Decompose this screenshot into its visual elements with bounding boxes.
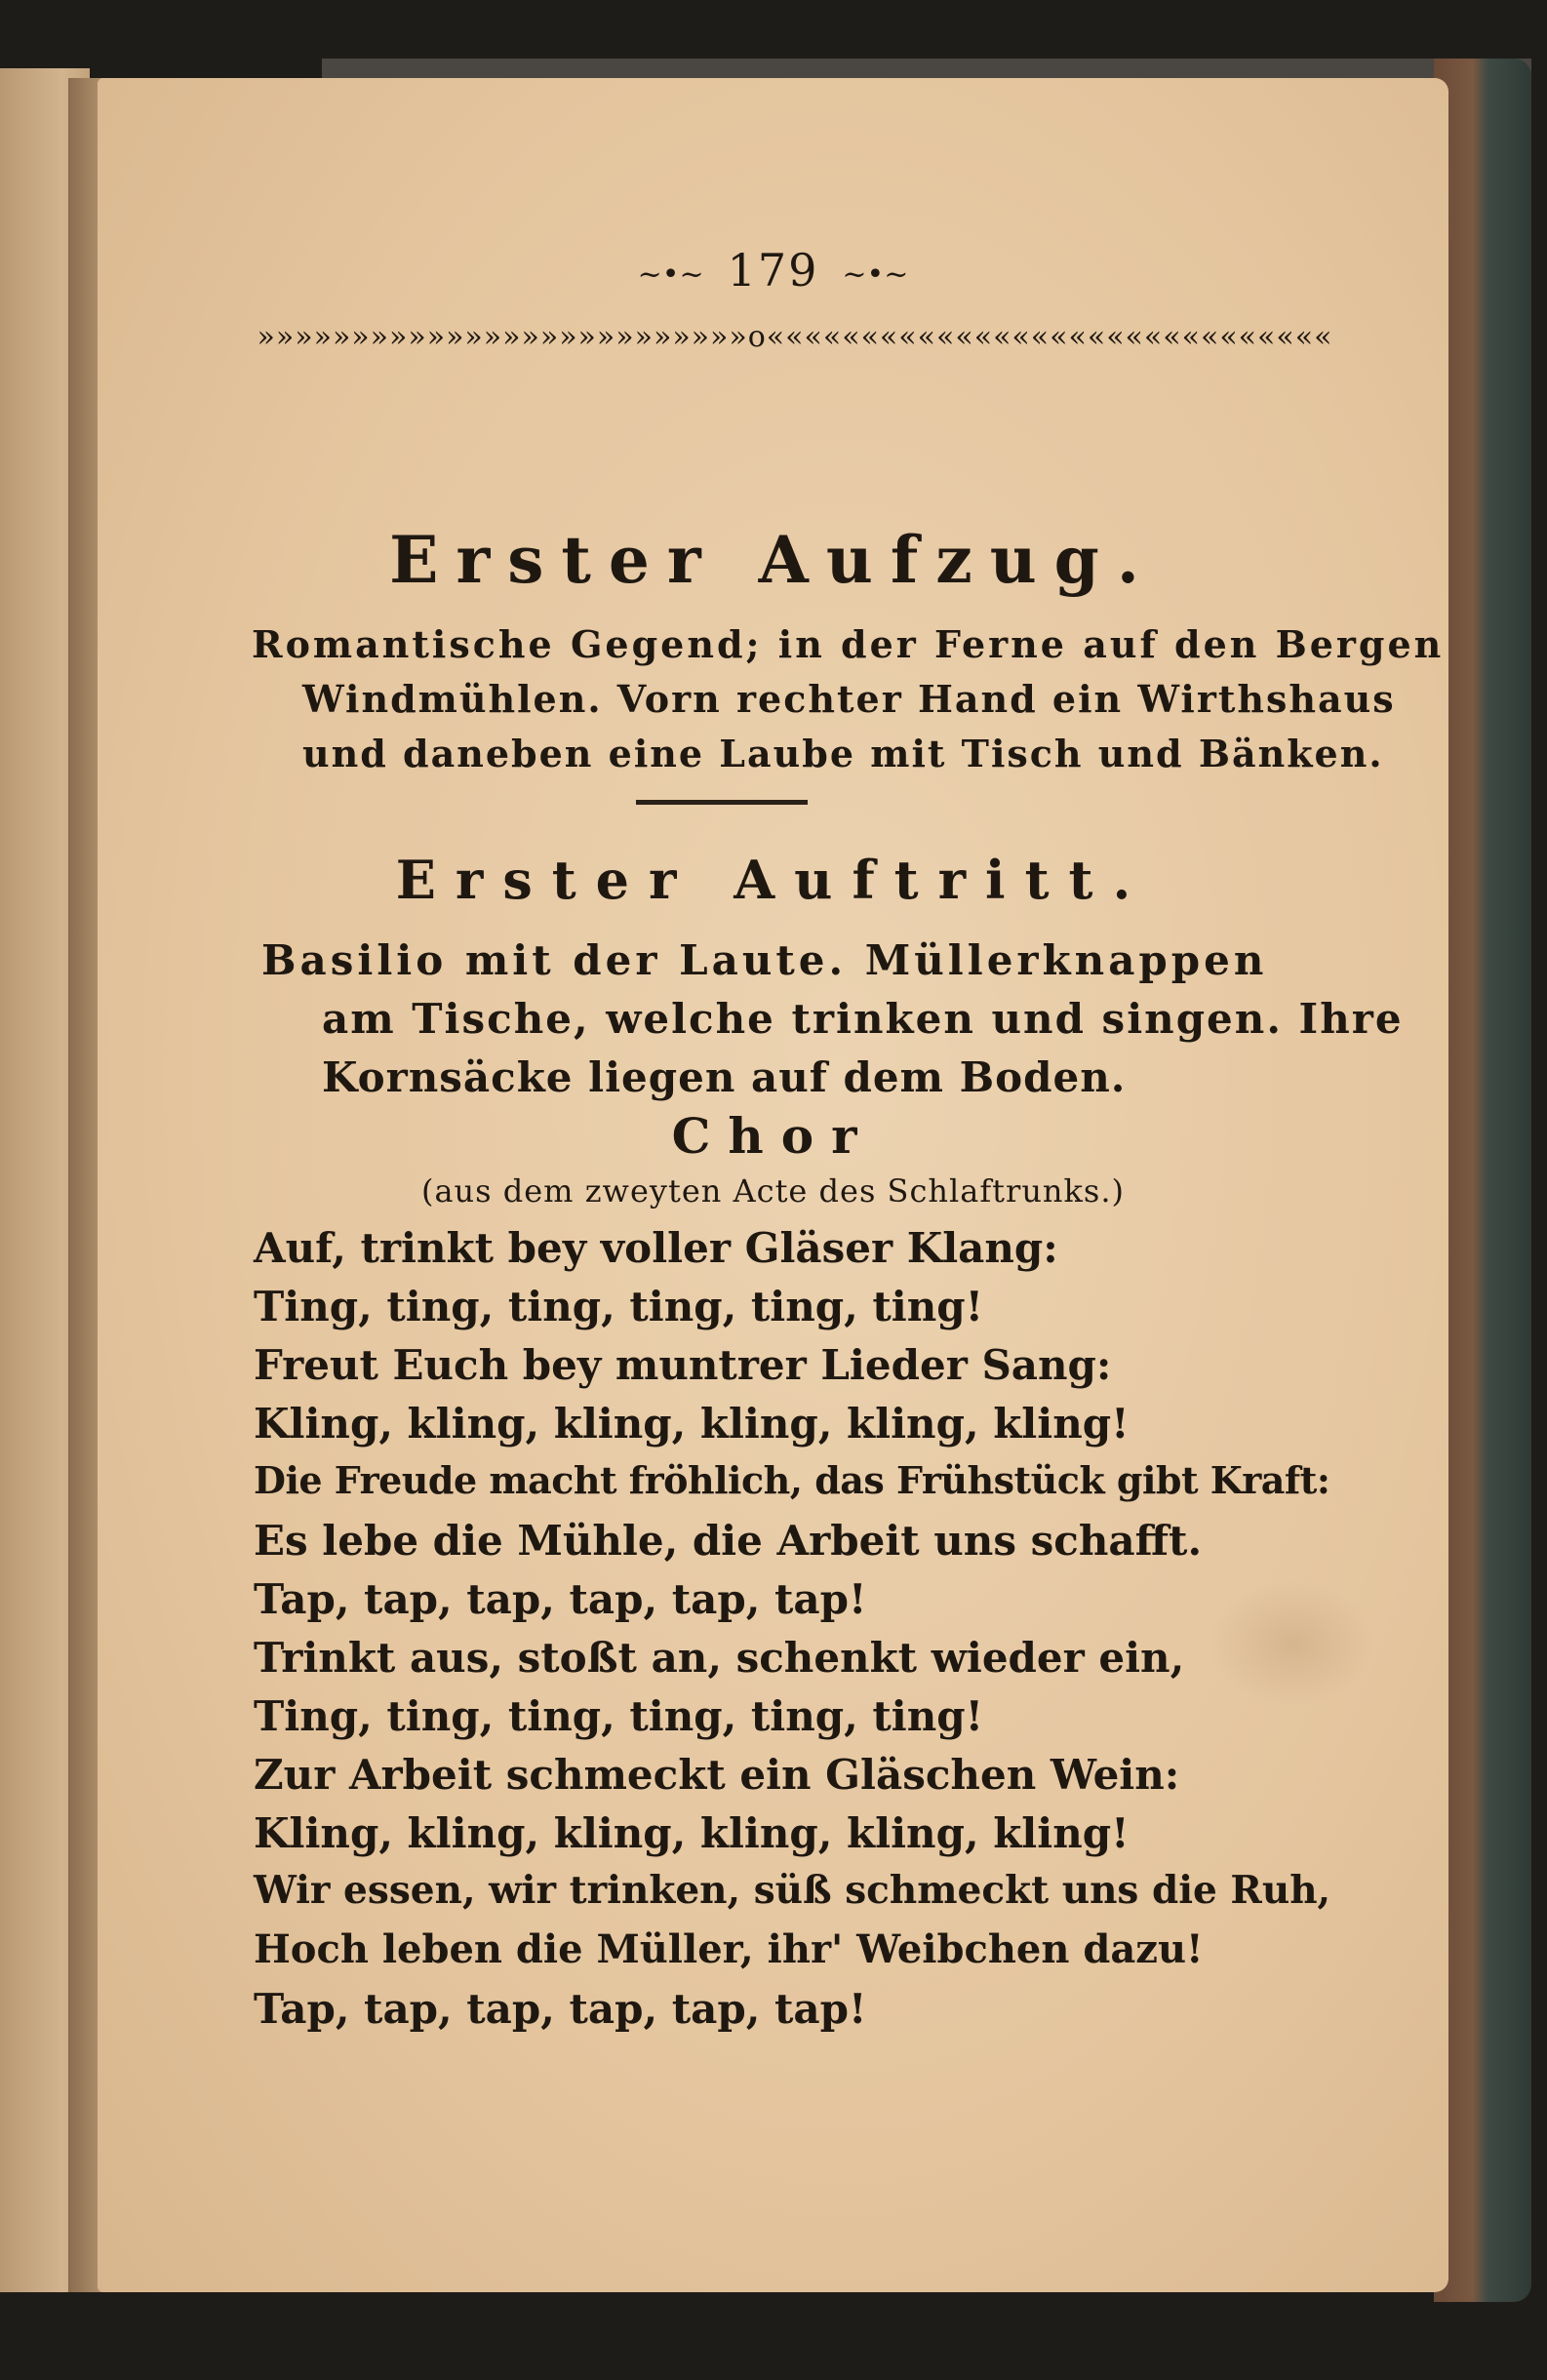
scene-title: Erster Auftritt. xyxy=(395,849,1151,911)
stage-direction-line-2: am Tische, welche trinken und singen. Ihre xyxy=(322,995,1404,1043)
verse-line-9: Ting, ting, ting, ting, ting, ting! xyxy=(254,1692,984,1740)
verse-line-5: Die Freude macht fröhlich, das Frühstück gibt Kraft: xyxy=(254,1458,1330,1502)
scene-description-line-1: Romantische Gegend; in der Ferne auf den Bergen xyxy=(252,622,1445,666)
verse-line-4: Kling, kling, kling, kling, kling, kling! xyxy=(254,1400,1130,1448)
chorus-heading: Chor xyxy=(671,1107,875,1165)
verse-line-3: Freut Euch bey muntrer Lieder Sang: xyxy=(254,1341,1112,1389)
ornament-left: ~•~ xyxy=(637,257,704,292)
page-number-header xyxy=(98,244,1448,297)
book-page xyxy=(98,78,1448,2292)
verse-line-10: Zur Arbeit schmeckt ein Gläschen Wein: xyxy=(254,1751,1180,1799)
page-number: 179 xyxy=(727,244,819,297)
verse-line-12: Wir essen, wir trinken, süß schmeckt uns die Ruh, xyxy=(254,1868,1331,1913)
verse-line-6: Es lebe die Mühle, die Arbeit uns schafft. xyxy=(254,1517,1203,1565)
chorus-note: (aus dem zweyten Acte des Schlaftrunks.) xyxy=(420,1172,1125,1210)
verse-line-11: Kling, kling, kling, kling, kling, kling! xyxy=(254,1809,1130,1857)
verse-line-8: Trinkt aus, stoßt an, schenkt wieder ein, xyxy=(254,1634,1185,1682)
scene-description-line-2: Windmühlen. Vorn rechter Hand ein Wirthshaus xyxy=(302,677,1396,721)
verse-line-1: Auf, trinkt bey voller Gläser Klang: xyxy=(254,1224,1058,1272)
scene-description-line-3: und daneben eine Laube mit Tisch und Bänken. xyxy=(302,732,1384,775)
verse-line-2: Ting, ting, ting, ting, ting, ting! xyxy=(254,1283,984,1330)
ornament-right: ~•~ xyxy=(842,257,909,292)
ornamental-rule: »»»»»»»»»»»»»»»»»»»»»»»»»»o«««««««««««««««««««««««««««««« xyxy=(257,320,1333,354)
paper-stain xyxy=(1210,1580,1375,1707)
verse-line-14: Tap, tap, tap, tap, tap, tap! xyxy=(254,1985,867,2033)
book-cover-right-edge xyxy=(1434,59,1531,2302)
stage-direction-line-3: Kornsäcke liegen auf dem Boden. xyxy=(322,1053,1127,1101)
section-divider xyxy=(636,800,808,805)
act-title: Erster Aufzug. xyxy=(389,522,1157,598)
verse-line-7: Tap, tap, tap, tap, tap, tap! xyxy=(254,1575,867,1623)
stage-direction-line-1: Basilio mit der Laute. Müllerknappen xyxy=(261,936,1268,984)
verse-line-13: Hoch leben die Müller, ihr' Weibchen dazu! xyxy=(254,1926,1204,1972)
